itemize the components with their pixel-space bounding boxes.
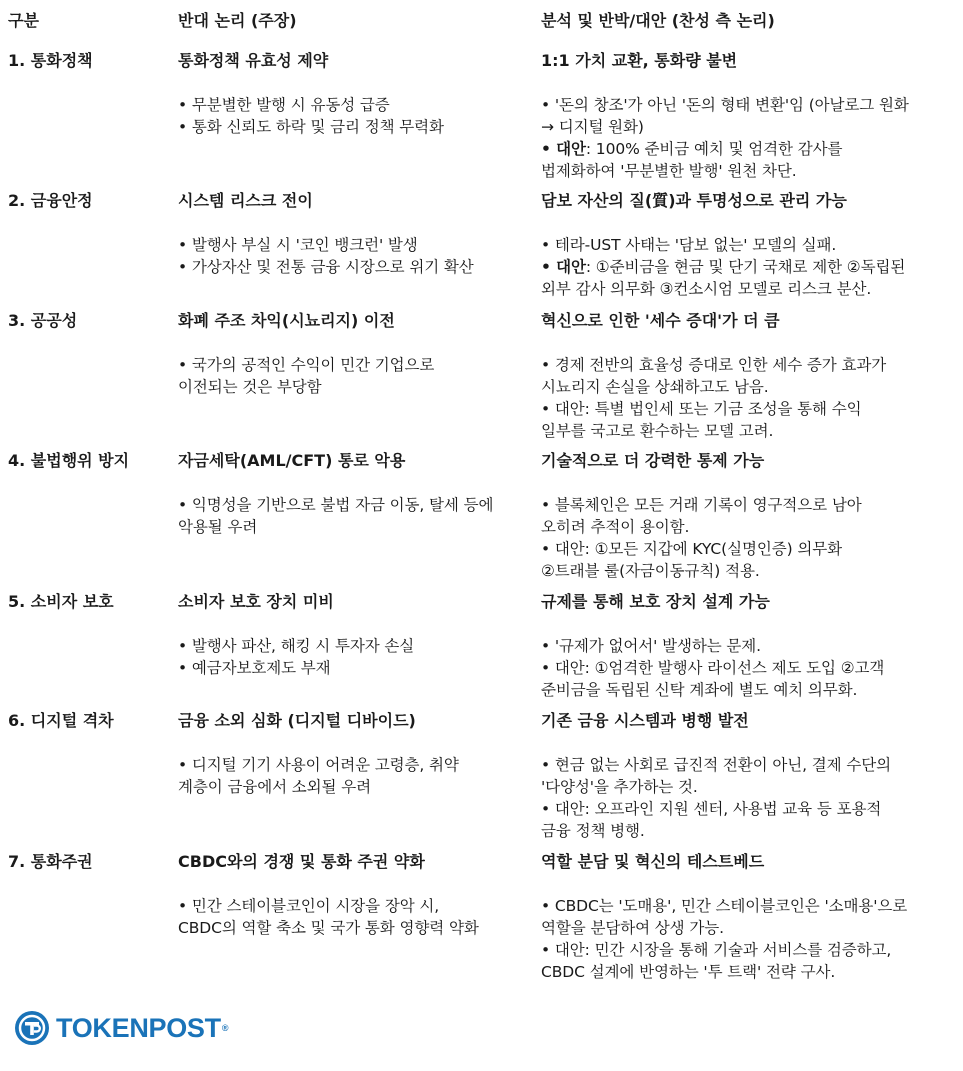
- opposition-line: • 예금자보호제도 부재: [178, 659, 331, 677]
- rebuttal-body: [541, 754, 959, 842]
- rebuttal-line: • 대안: 민간 시장을 통해 기술과 서비스를 검증하고,: [541, 941, 892, 959]
- rebuttal-title: 규제를 통해 보호 장치 설계 가능: [541, 592, 770, 611]
- logo-registered-mark: ®: [221, 1023, 229, 1033]
- opposition-line: • 디지털 기기 사용이 어려운 고령층, 취약: [178, 756, 459, 774]
- header-category: 구분: [8, 11, 39, 30]
- rebuttal-title: 기술적으로 더 강력한 통제 가능: [541, 451, 765, 470]
- row-category: 4. 불법행위 방지: [8, 451, 130, 470]
- rebuttal-body: [541, 895, 959, 983]
- rebuttal-line: • 대안: 특별 법인세 또는 기금 조성을 통해 수익: [541, 400, 862, 418]
- rebuttal-line: • '돈의 창조'가 아닌 '돈의 형태 변환'임 (아날로그 원화: [541, 96, 909, 114]
- opposition-line: CBDC의 역할 축소 및 국가 통화 영향력 약화: [178, 919, 479, 937]
- rebuttal-body: [541, 354, 959, 442]
- rebuttal-line: 준비금을 독립된 신탁 계좌에 별도 예치 의무화.: [541, 681, 858, 699]
- rebuttal-line: • 대안: ①준비금을 현금 및 단기 국채로 제한 ②독립된: [541, 258, 906, 276]
- opposition-cell: [178, 190, 533, 276]
- opposition-line: • 가상자산 및 전통 금융 시장으로 위기 확산: [178, 258, 474, 276]
- opposition-cell: [178, 310, 533, 396]
- opposition-line: • 통화 신뢰도 하락 및 금리 정책 무력화: [178, 118, 444, 136]
- rebuttal-title: 역할 분담 및 혁신의 테스트베드: [541, 852, 765, 871]
- row-category: 1. 통화정책: [8, 51, 93, 70]
- opposition-cell: [178, 50, 533, 136]
- opposition-line: 계층이 금융에서 소외될 우려: [178, 778, 371, 796]
- opposition-title: 통화정책 유효성 제약: [178, 51, 329, 70]
- opposition-line: • 발행사 부실 시 '코인 뱅크런' 발생: [178, 236, 418, 254]
- row-category: 6. 디지털 격차: [8, 711, 114, 730]
- rebuttal-body: [541, 635, 959, 701]
- rebuttal-line: 일부를 국고로 환수하는 모델 고려.: [541, 422, 774, 440]
- opposition-line: 악용될 우려: [178, 518, 258, 536]
- rebuttal-title: 1:1 가치 교환, 통화량 불변: [541, 51, 738, 70]
- rebuttal-cell: [541, 50, 959, 180]
- rebuttal-line: 시뇨리지 손실을 상쇄하고도 남음.: [541, 378, 769, 396]
- row-category: 2. 금융안정: [8, 191, 93, 210]
- rebuttal-line: • CBDC는 '도매용', 민간 스테이블코인은 '소매용'으로: [541, 897, 908, 915]
- header-opposition: 반대 논리 (주장): [178, 11, 297, 30]
- rebuttal-line: 역할을 분담하여 상생 가능.: [541, 919, 724, 937]
- opposition-title: 자금세탁(AML/CFT) 통로 악용: [178, 451, 406, 470]
- rebuttal-line: → 디지털 원화): [541, 118, 644, 136]
- rebuttal-line: • 경제 전반의 효율성 증대로 인한 세수 증가 효과가: [541, 356, 887, 374]
- opposition-body: [178, 354, 533, 398]
- opposition-body: [178, 494, 533, 538]
- rebuttal-line: • 대안: ①엄격한 발행사 라이선스 제도 도입 ②고객: [541, 659, 885, 677]
- rebuttal-line: ②트래블 룰(자금이동규칙) 적용.: [541, 562, 760, 580]
- row-category: 3. 공공성: [8, 311, 78, 330]
- rebuttal-line: • 테라-UST 사태는 '담보 없는' 모델의 실패.: [541, 236, 837, 254]
- rebuttal-body: [541, 234, 959, 300]
- table-header: [0, 10, 963, 34]
- opposition-body: [178, 234, 533, 278]
- rebuttal-line: '다양성'을 추가하는 것.: [541, 778, 698, 796]
- rebuttal-line: 외부 감사 의무화 ③컨소시엄 모델로 리스크 분산.: [541, 280, 872, 298]
- opposition-title: CBDC와의 경쟁 및 통화 주권 약화: [178, 852, 425, 871]
- rebuttal-line: • 현금 없는 사회로 급진적 전환이 아닌, 결제 수단의: [541, 756, 891, 774]
- rebuttal-cell: [541, 591, 959, 699]
- rebuttal-line: 금융 정책 병행.: [541, 822, 645, 840]
- opposition-line: • 익명성을 기반으로 불법 자금 이동, 탈세 등에: [178, 496, 494, 514]
- rebuttal-line: • 대안: 오프라인 지원 센터, 사용법 교육 등 포용적: [541, 800, 882, 818]
- opposition-title: 시스템 리스크 전이: [178, 191, 313, 210]
- rebuttal-cell: [541, 450, 959, 580]
- rebuttal-line: CBDC 설계에 반영하는 '투 트랙' 전략 구사.: [541, 963, 836, 981]
- opposition-body: [178, 895, 533, 939]
- opposition-line: • 무분별한 발행 시 유동성 급증: [178, 96, 390, 114]
- opposition-title: 화폐 주조 차익(시뇨리지) 이전: [178, 311, 395, 330]
- rebuttal-line: 법제화하여 '무분별한 발행' 원천 차단.: [541, 162, 797, 180]
- rebuttal-cell: [541, 190, 959, 298]
- row-category: 7. 통화주권: [8, 852, 93, 871]
- header-rebuttal: 분석 및 반박/대안 (찬성 측 논리): [541, 11, 775, 30]
- opposition-title: 소비자 보호 장치 미비: [178, 592, 334, 611]
- rebuttal-line: 오히려 추적이 용이함.: [541, 518, 690, 536]
- opposition-line: 이전되는 것은 부당함: [178, 378, 322, 396]
- opposition-cell: [178, 450, 533, 536]
- rebuttal-body: [541, 494, 959, 582]
- rebuttal-line: • 대안: 100% 준비금 예치 및 엄격한 감사를: [541, 140, 843, 158]
- opposition-line: • 민간 스테이블코인이 시장을 장악 시,: [178, 897, 440, 915]
- tokenpost-logo-icon: [14, 1010, 50, 1046]
- rebuttal-title: 혁신으로 인한 '세수 증대'가 더 큼: [541, 311, 780, 330]
- opposition-line: • 발행사 파산, 해킹 시 투자자 손실: [178, 637, 415, 655]
- opposition-title: 금융 소외 심화 (디지털 디바이드): [178, 711, 416, 730]
- rebuttal-cell: [541, 310, 959, 440]
- rebuttal-title: 기존 금융 시스템과 병행 발전: [541, 711, 749, 730]
- rebuttal-line: • '규제가 없어서' 발생하는 문제.: [541, 637, 761, 655]
- row-category: 5. 소비자 보호: [8, 592, 114, 611]
- rebuttal-line: • 대안: ①모든 지갑에 KYC(실명인증) 의무화: [541, 540, 842, 558]
- opposition-cell: [178, 851, 533, 937]
- opposition-cell: [178, 710, 533, 796]
- opposition-body: [178, 635, 533, 679]
- rebuttal-cell: [541, 851, 959, 981]
- tokenpost-logo-text: [56, 1013, 229, 1043]
- opposition-body: [178, 754, 533, 798]
- opposition-cell: [178, 591, 533, 677]
- opposition-body: [178, 94, 533, 138]
- rebuttal-title: 담보 자산의 질(質)과 투명성으로 관리 가능: [541, 191, 847, 210]
- rebuttal-line: • 블록체인은 모든 거래 기록이 영구적으로 남아: [541, 496, 862, 514]
- rebuttal-body: [541, 94, 959, 182]
- rebuttal-cell: [541, 710, 959, 840]
- tokenpost-logo: [14, 1008, 228, 1048]
- opposition-line: • 국가의 공적인 수익이 민간 기업으로: [178, 356, 435, 374]
- logo-wordmark: TOKENPOST: [56, 1013, 221, 1043]
